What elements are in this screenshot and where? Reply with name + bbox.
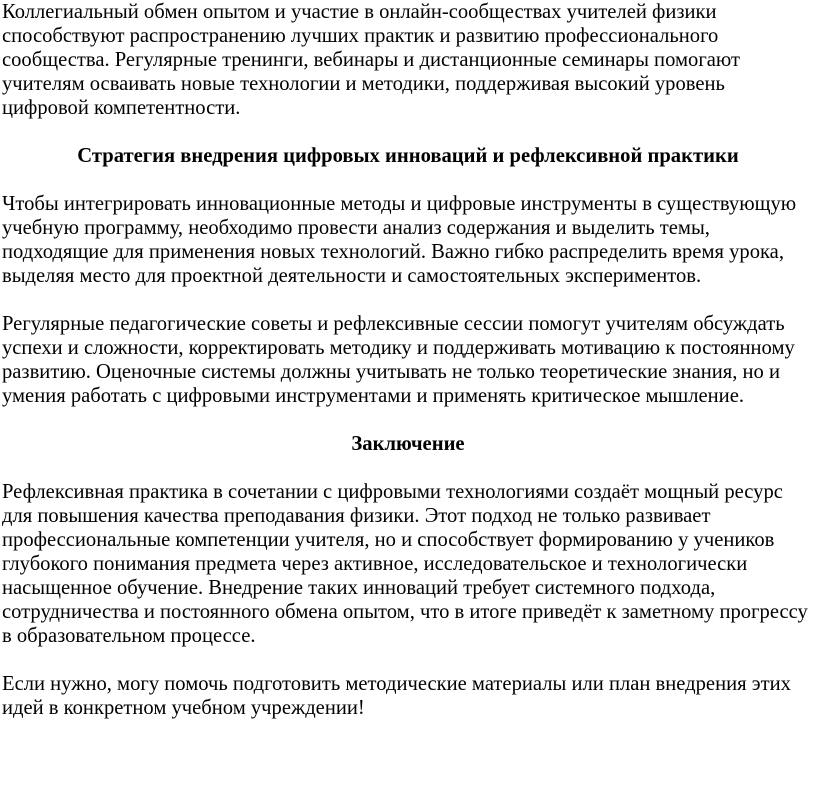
spacer bbox=[2, 408, 814, 432]
paragraph-offer: Если нужно, могу помочь подготовить методические материалы или план внедрения этих идей в конкретном учебном учреждении! bbox=[2, 673, 791, 719]
spacer bbox=[2, 120, 814, 144]
paragraph-conclusion: Рефлексивная практика в сочетании с цифровыми технологиями создаёт мощный ресурс для повышения качества преподавания физики. Этот подход не только развивает профессиональные компетенции учителя, но и способствует формированию у учеников глубокого понимания предмета через активное, исследовательское и технологически насыщенное обучение. Внедрение таких инноваций требует системного подхода, сотрудничества и постоянного обмена опытом, что в итоге приведёт к заметному прогрессу в образовательном процессе. bbox=[2, 481, 808, 647]
document-page bbox=[2, 0, 814, 720]
heading-digital-strategy: Стратегия внедрения цифровых инноваций и рефлексивной практики bbox=[77, 145, 739, 167]
paragraph-reflection-sessions: Регулярные педагогические советы и рефлексивные сессии помогут учителям обсуждать успехи и сложности, корректировать методику и поддерживать мотивацию к постоянному развитию. Оценочные системы должны учитывать не только теоретические знания, но и умения работать с цифровыми инструментами и применять критическое мышление. bbox=[2, 313, 795, 407]
spacer bbox=[2, 456, 814, 480]
spacer bbox=[2, 288, 814, 312]
heading-conclusion: Заключение bbox=[351, 433, 465, 455]
paragraph-integration: Чтобы интегрировать инновационные методы и цифровые инструменты в существующую учебную программу, необходимо провести анализ содержания и выделить темы, подходящие для применения новых технологий. Важно гибко распределить время урока, выделяя место для проектной деятельности и самостоятельных экспериментов. bbox=[2, 193, 797, 287]
spacer bbox=[2, 648, 814, 672]
spacer bbox=[2, 168, 814, 192]
paragraph-collegial-exchange: Коллегиальный обмен опытом и участие в онлайн-сообществах учителей физики способствуют распространению лучших практик и развитию профессионального сообщества. Регулярные тренинги, вебинары и дистанционные семинары помогают учителям осваивать новые технологии и методики, поддерживая высокий уровень цифровой компетентности. bbox=[2, 1, 741, 119]
